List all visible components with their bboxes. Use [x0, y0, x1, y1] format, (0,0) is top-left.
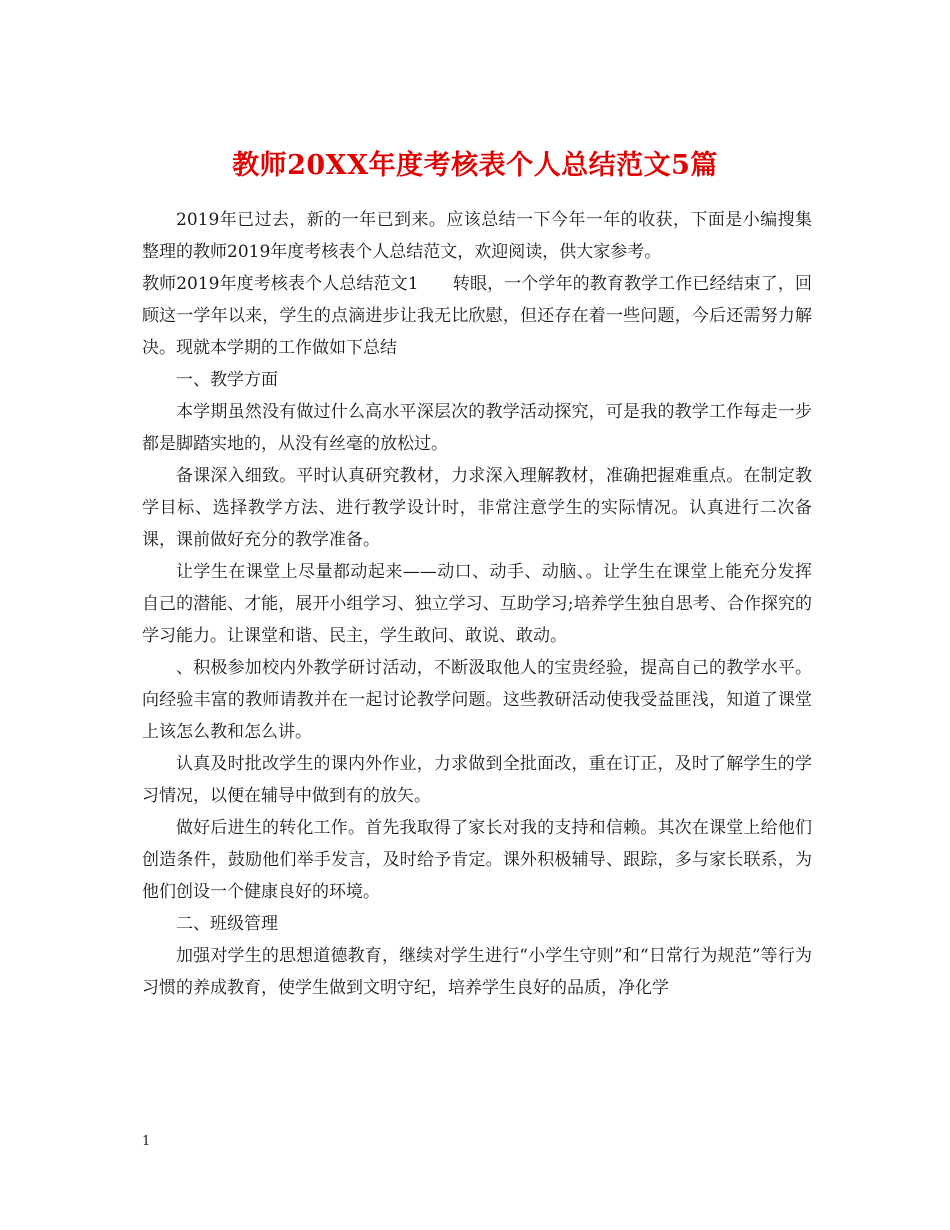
essay-1-intro-paragraph: 教师2019年度考核表个人总结范文1 转眼，一个学年的教育教学工作已经结束了，回顾这一学年以来，学生的点滴进步让我无比欣慰，但还存在着一些问题，今后还需努力解决。现就本学期的工作做如下总结	[142, 274, 812, 358]
page-number: 1	[142, 1134, 151, 1149]
teaching-paragraph-5: 认真及时批改学生的课内外作业，力求做到全批面改，重在订正，及时了解学生的学习情况，以便在辅导中做到有的放矢。	[142, 754, 812, 806]
intro-paragraph: 2019年已过去，新的一年已到来。应该总结一下今年一年的收获，下面是小编搜集整理的教师2019年度考核表个人总结范文，欢迎阅读，供大家参考。	[142, 210, 812, 262]
teaching-paragraph-4: 、积极参加校内外教学研讨活动，不断汲取他人的宝贵经验，提高自己的教学水平。向经验丰富的教师请教并在一起讨论教学问题。这些教研活动使我受益匪浅，知道了课堂上该怎么教和怎么讲。	[142, 658, 812, 742]
section-heading-class-management: 二、班级管理	[176, 914, 278, 934]
teaching-paragraph-6: 做好后进生的转化工作。首先我取得了家长对我的支持和信赖。其次在课堂上给他们创造条件，鼓励他们举手发言，及时给予肯定。课外积极辅导、跟踪，多与家长联系，为他们创设一个健康良好的环境。	[142, 818, 812, 902]
class-management-paragraph-1: 加强对学生的思想道德教育，继续对学生进行“小学生守则”和“日常行为规范”等行为习惯的养成教育，使学生做到文明守纪，培养学生良好的品质，净化学	[142, 946, 812, 998]
section-heading-teaching: 一、教学方面	[176, 370, 278, 390]
document-body	[142, 204, 812, 1004]
teaching-paragraph-3: 让学生在课堂上尽量都动起来——动口、动手、动脑、。让学生在课堂上能充分发挥自己的潜能、才能，展开小组学习、独立学习、互助学习;培养学生独自思考、合作探究的学习能力。让课堂和谐、民主，学生敢问、敢说、敢动。	[142, 562, 812, 646]
teaching-paragraph-1: 本学期虽然没有做过什么高水平深层次的教学活动探究，可是我的教学工作每走一步都是脚踏实地的，从没有丝毫的放松过。	[142, 402, 812, 454]
document-title: 教师20XX年度考核表个人总结范文5篇	[232, 150, 718, 182]
teaching-paragraph-2: 备课深入细致。平时认真研究教材，力求深入理解教材，准确把握难重点。在制定教学目标、选择教学方法、进行教学设计时，非常注意学生的实际情况。认真进行二次备课，课前做好充分的教学准备。	[142, 466, 812, 550]
